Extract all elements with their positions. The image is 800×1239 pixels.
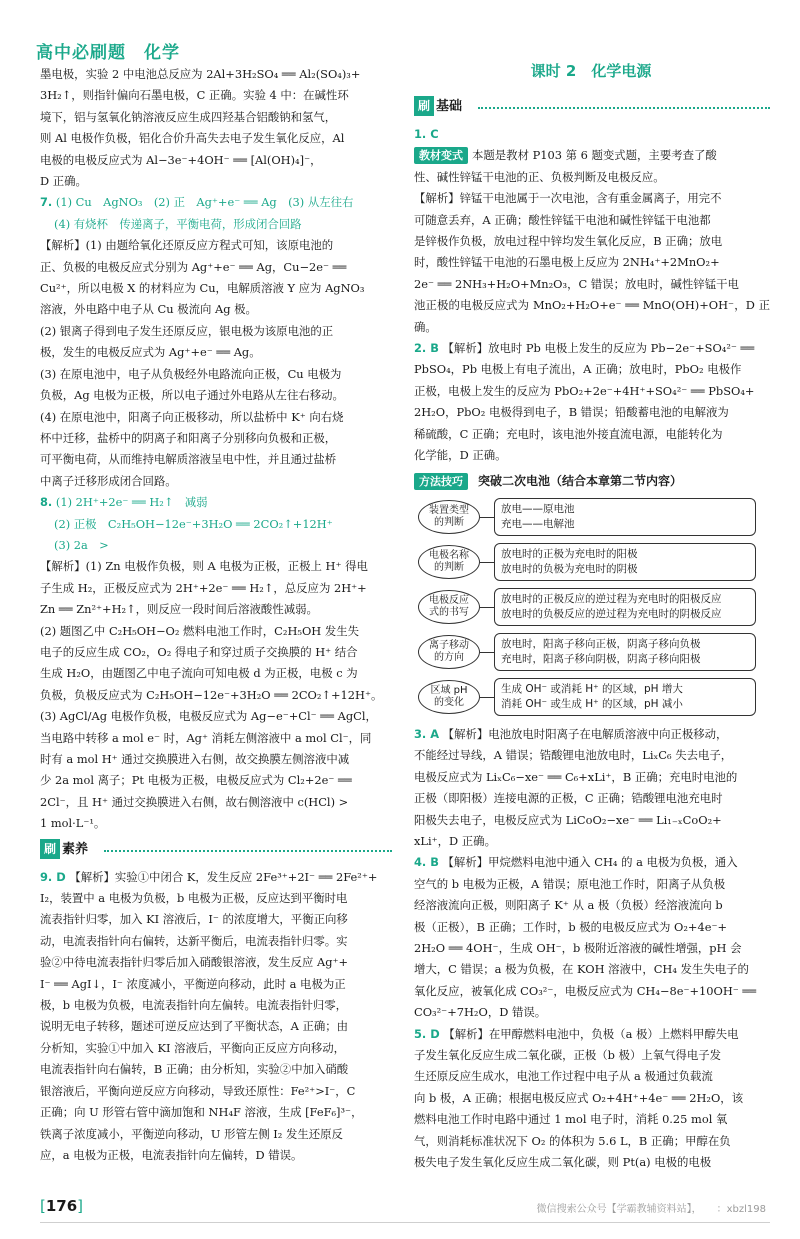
diagram-row: [418, 543, 758, 581]
diagram-connector: [480, 562, 494, 563]
diagram-connector: [480, 652, 494, 653]
text-line: 正极，电极上发生的反应为 PbO₂+2e⁻+4H⁺+SO₄²⁻ ══ PbSO₄+: [414, 383, 755, 398]
method-tips-title: 突破二次电池（结合本章第二节内容）: [478, 473, 683, 488]
text-line: 2Cl⁻，且 H⁺ 通过交换膜进入右侧，故右侧溶液中 c(HCl) >: [40, 794, 349, 809]
text-line: 池正极的电极反应式为 MnO₂+H₂O+e⁻ ══ MnO(OH)+OH⁻，D 正确。: [414, 298, 770, 334]
text-line: 经溶液流向正极，则阳离子 K⁺ 从 a 极（负极）经溶液流向 b: [414, 898, 723, 913]
dotted-divider: [478, 107, 770, 109]
q8-number: 8.: [40, 495, 53, 510]
diagram-row: [418, 678, 758, 716]
page-number: [176]: [40, 1197, 84, 1215]
text-line: 溶液，外电路中电子从 Cu 极流向 Ag 极。: [40, 302, 257, 317]
diagram-category: 装置类型 的判断: [418, 500, 480, 534]
q7-answer-line: [40, 192, 392, 213]
diagram-category: 电极名称 的判断: [418, 545, 480, 579]
text-line: 向 b 极，A 正确；根据电极反应式 O₂+4H⁺+4e⁻ ══ 2H₂O，该: [414, 1090, 744, 1105]
text-line: PbSO₄，Pb 电极上有电子流出，A 正确；放电时，PbO₂ 电极作: [414, 362, 742, 377]
diagram-category: 区域 pH 的变化: [418, 680, 480, 714]
diagram-connector: [480, 517, 494, 518]
q3-line: [414, 724, 770, 745]
text-line: 不能经过导线，A 错误；锆酸锂电池放电时，LiₓC₆ 失去电子，: [414, 748, 733, 763]
text-line: 极，发生的电极反应式为 Ag⁺+e⁻ ══ Ag。: [40, 345, 261, 360]
text-line: 负极，Ag 电极为正极，所以电子通过外电路从左往右移动。: [40, 388, 344, 403]
text-line: 电子的反应生成 CO₂，O₂ 得电子和穿过质子交换膜的 H⁺ 结合: [40, 644, 358, 659]
text-line: 气，则消耗标准状况下 O₂ 的体积为 5.6 L，B 正确；甲醇在负: [414, 1133, 731, 1148]
q4-text: 【解析】甲烷燃料电池中通入 CH₄ 的 a 电极为负极，通入: [442, 855, 738, 870]
lesson-title: 课时 2 化学电源: [530, 62, 652, 80]
text-line: 化学能，D 正确。: [414, 448, 507, 463]
text-line: CO₃²⁻+7H₂O，D 错误。: [414, 1005, 547, 1020]
text-line: 时有 a mol H⁺ 通过交换膜进入右侧，故交换膜左侧溶液中减: [40, 752, 350, 766]
text-line: 稀硫酸，C 正确；充电时，该电池外接直流电源，电能转化为: [414, 426, 723, 441]
text-line: 子发生氧化反应生成二氧化碳，正极（b 极）上氧气得电子发: [414, 1048, 722, 1062]
textbook-variant-tag: 教材变式: [414, 147, 468, 164]
q8-answer-line: [40, 492, 392, 513]
q9-line: [40, 867, 392, 888]
q2-text: 【解析】放电时 Pb 电极上发生的反应为 Pb−2e⁻+SO₄²⁻ ══: [442, 341, 755, 356]
text-line: 当电路中转移 a mol e⁻ 时，Ag⁺ 消耗左侧溶液中 a mol Cl⁻，同: [40, 730, 372, 745]
diagram-content: 生成 OH⁻ 或消耗 H⁺ 的区域，pH 增大 消耗 OH⁻ 或生成 H⁺ 的区域，pH 减小: [494, 678, 756, 716]
text-line: 【解析】(1) Zn 电极作负极，则 A 电极为正极，正极上 H⁺ 得电: [40, 559, 368, 574]
diagram-content: 放电时的正极反应的逆过程为充电时的阳极反应 放电时的负极反应的逆过程为充电时的阴极反应: [494, 588, 756, 626]
q9-number: 9. D: [40, 869, 66, 884]
q8-answer-text: (1) 2H⁺+2e⁻ ══ H₂↑ 减弱: [55, 495, 208, 510]
q3-number: 3. A: [414, 726, 440, 741]
text-line: 分析知，实验①中加入 KI 溶液后，平衡向正反应方向移动，: [40, 1040, 346, 1055]
text-line: 2H₂O，PbO₂ 电极得到电子，B 错误；铅酸蓄电池的电解液为: [414, 405, 729, 420]
text-line: 墨电极，实验 2 中电池总反应为 2Al+3H₂SO₄ ══ Al₂(SO₄)₃+: [40, 67, 361, 81]
q5-number: 5. D: [414, 1026, 440, 1041]
text-line: 杯中迁移，盐桥中的阴离子和阳离子分别移向负极和正极，: [40, 430, 337, 445]
left-column: [40, 64, 392, 1166]
footer-watermark: 微信搜索公众号【学霸教辅资料站】， ：xbzl198: [536, 1204, 766, 1215]
text-line: 流表指针归零，加入 KI 溶液后，I⁻ 的浓度增大，平衡正向移: [40, 912, 348, 927]
text-line: 应，a 电极为正极，电流表指针向左偏转，D 错误。: [40, 1147, 303, 1162]
q2-line: [414, 338, 770, 359]
book-title: 高中必刷题 化学: [36, 43, 180, 63]
diagram-category: 电极反应 式的书写: [418, 590, 480, 624]
section-badge: 刷: [40, 839, 60, 859]
section-header-suyang: [40, 839, 392, 863]
text-line: I₂，装置中 a 电极为负极，b 电极为正极，反应达到平衡时电: [40, 891, 348, 906]
section-header-jichu: [414, 96, 770, 120]
q8-answer-line: (2) 正极 C₂H₅OH−12e⁻+3H₂O ══ 2CO₂↑+12H⁺: [54, 516, 333, 531]
secondary-battery-diagram: [414, 498, 770, 720]
footer-divider: [40, 1222, 770, 1223]
text-line: 增大，C 错误；a 极为负极，在 KOH 溶液中，CH₄ 发生失电子的: [414, 962, 749, 977]
text-line: 可随意丢弃，A 正确；酸性锌锰干电池和碱性锌锰干电池都: [414, 212, 711, 227]
text-line: xLi⁺，D 正确。: [414, 833, 496, 848]
text-line: 阳极失去电子，电极反应式为 LiCoO₂−xe⁻ ══ Li₁₋ₓCoO₂+: [414, 812, 722, 827]
diagram-content: 放电时，阳离子移向正极，阴离子移向负极 充电时，阳离子移向阴极，阴离子移向阳极: [494, 633, 756, 671]
text-line: 2H₂O ══ 4OH⁻，生成 OH⁻，b 极附近溶液的碱性增强，pH 会: [414, 940, 742, 955]
q7-number: 7.: [40, 195, 53, 210]
diagram-row: [418, 498, 758, 536]
diagram-row: [418, 588, 758, 626]
dotted-divider: [104, 850, 392, 852]
text-line: 极失电子发生氧化反应生成二氧化碳，则 Pt(a) 电极的电极: [414, 1155, 712, 1170]
text-line: 可平衡电荷，从而维持电解质溶液呈电中性，并且通过盐桥: [40, 452, 337, 467]
diagram-content: 放电时的正极为充电时的阳极 放电时的负极为充电时的阴极: [494, 543, 756, 581]
text-line: (2) 银离子得到电子发生还原反应，银电极为该原电池的正: [40, 323, 334, 338]
text-line: 负极，负极反应式为 C₂H₅OH−12e⁻+3H₂O ══ 2CO₂↑+12H⁺。: [40, 687, 383, 702]
text-line: 是锌极作负极，放电过程中锌均发生氧化反应，B 正确；放电: [414, 234, 723, 249]
diagram-connector: [480, 607, 494, 608]
q8-answer-line: (3) 2a >: [54, 537, 109, 552]
diagram-category: 离子移动 的方向: [418, 635, 480, 669]
section-badge: 刷: [414, 96, 434, 116]
text-line: Zn ══ Zn²⁺+H₂↑，则反应一段时间后溶液酸性减弱。: [40, 602, 318, 617]
text-line: 正极（即阳极）连接电源的正极，C 正确；锆酸锂电池充电时: [414, 791, 723, 806]
text-line: 空气的 b 电极为正极，A 错误；原电池工作时，阳离子从负极: [414, 876, 726, 891]
section-label: 基础: [436, 99, 463, 114]
text-line: 境下，铝与氢氧化钠溶液反应生成四羟基合铝酸钠和氢气，: [40, 109, 337, 124]
text-line: (3) 在原电池中，电子从负极经外电路流向正极，Cu 电极为: [40, 366, 342, 381]
text-line: 说明无电子转移，题述可逆反应达到了平衡状态，A 正确；由: [40, 1019, 349, 1034]
diagram-content: 放电——原电池 充电——电解池: [494, 498, 756, 536]
text-line: 1 mol·L⁻¹。: [40, 816, 106, 831]
q4-line: [414, 852, 770, 873]
text-line: (2) 题图乙中 C₂H₅OH−O₂ 燃料电池工作时，C₂H₅OH 发生失: [40, 623, 360, 638]
q1-intro-line: [414, 145, 770, 166]
text-line: 性、碱性锌锰干电池的正、负极判断及电极反应。: [414, 169, 665, 184]
text-line: 生还原反应生成水，电池工作过程中电子从 a 极通过负载流: [414, 1069, 713, 1084]
text-line: 子生成 H₂，正极反应式为 2H⁺+2e⁻ ══ H₂↑，总反应为 2H⁺+: [40, 580, 367, 595]
text-line: (4) 在原电池中，阳离子向正极移动，所以盐桥中 K⁺ 向右烧: [40, 409, 344, 424]
text-line: 时，酸性锌锰干电池的石墨电极上反应为 2NH₄⁺+2MnO₂+: [414, 255, 720, 270]
text-line: 动，电流表指针向右偏转，达新平衡后，电流表指针归零。实: [40, 933, 348, 948]
q2-number: 2. B: [414, 341, 439, 356]
diagram-row: [418, 633, 758, 671]
text-line: 则 Al 电极作负极，铝化合价升高失去电子发生氧化反应，Al: [40, 131, 345, 146]
text-line: 电极的电极反应式为 Al−3e⁻+4OH⁻ ══ [Al(OH)₄]⁻，: [40, 152, 322, 167]
text-line: 少 2a mol 离子；Pt 电极为正极，电极反应式为 Cl₂+2e⁻ ══: [40, 773, 352, 788]
text-line: 中离子迁移形成闭合回路。: [40, 473, 177, 488]
method-tips-header: [414, 471, 770, 492]
text-line: 正、负极的电极反应式分别为 Ag⁺+e⁻ ══ Ag，Cu−2e⁻ ══: [40, 259, 347, 274]
method-tips-tag: 方法技巧: [414, 473, 468, 490]
q5-line: [414, 1024, 770, 1045]
text-line: 【解析】锌锰干电池属于一次电池，含有重金属离子，用完不: [414, 191, 722, 206]
diagram-connector: [480, 697, 494, 698]
right-column: [414, 92, 770, 1173]
text-line: 2e⁻ ══ 2NH₃+H₂O+Mn₂O₃，C 错误；放电时，碱性锌锰干电: [414, 276, 739, 291]
text-line: 3H₂↑，则指针偏向石墨电极，C 正确。实验 4 中：在碱性环: [40, 88, 349, 103]
q7-answer-line: (4) 有烧杯 传递离子，平衡电荷，形成闭合回路: [54, 216, 302, 231]
text-line: 生成 H₂O，由题图乙中电子流向可知电极 d 为正极，电极 c 为: [40, 666, 358, 681]
text-line: D 正确。: [40, 174, 87, 189]
text-line: I⁻ ══ AgI↓，I⁻ 浓度减小，平衡逆向移动，此时 a 电极为正: [40, 976, 346, 991]
q4-number: 4. B: [414, 855, 439, 870]
section-label: 素养: [62, 841, 89, 857]
q9-text: 【解析】实验①中闭合 K，发生反应 2Fe³⁺+2I⁻ ══ 2Fe²⁺+: [69, 869, 378, 884]
text-line: 燃料电池工作时电路中通过 1 mol 电子时，消耗 0.25 mol 氧: [414, 1112, 728, 1127]
text-line: 电极反应式为 LiₓC₆−xe⁻ ══ C₆+xLi⁺，B 正确；充电时电池的: [414, 769, 738, 784]
text-line: 【解析】(1) 由题给氧化还原反应方程式可知，该原电池的: [40, 238, 334, 253]
text-line: 银溶液后，平衡向逆反应方向移动，导致还原性：Fe²⁺>I⁻，C: [40, 1083, 356, 1098]
text-line: 极（正极），B 正确；工作时，b 极的电极反应式为 O₂+4e⁻+: [414, 919, 728, 934]
text-line: 极，b 电极为负极，电流表指针向左偏转。电流表指针归零，: [40, 998, 348, 1013]
text-line: 铁离子浓度减小，平衡逆向移动，U 形管左侧 I₂ 发生还原反: [40, 1126, 343, 1141]
text-line: 验②中待电流表指针归零后加入硝酸银溶液，发生反应 Ag⁺+: [40, 955, 349, 970]
text-line: (3) AgCl/Ag 电极作负极，电极反应式为 Ag−e⁻+Cl⁻ ══ AgCl，: [40, 709, 377, 724]
text-line: 正确；向 U 形管右管中滴加饱和 NH₄F 溶液，生成 [FeF₆]³⁻，: [40, 1105, 363, 1120]
q1-intro-text: 本题是教材 P103 第 6 题变式题，主要考查了酸: [472, 148, 717, 163]
q5-text: 【解析】在甲醇燃料电池中，负极（a 极）上燃料甲醇失电: [443, 1026, 739, 1041]
q1-number: 1. C: [414, 127, 439, 141]
q3-text: 【解析】电池放电时阳离子在电解质溶液中向正极移动，: [442, 726, 728, 741]
text-line: 电流表指针向右偏转，B 正确；由分析知，实验②中加入硝酸: [40, 1062, 349, 1077]
q7-answer-text: (1) Cu AgNO₃ (2) 正 Ag⁺+e⁻ ══ Ag (3) 从左往右: [55, 195, 354, 210]
text-line: 氧化反应，被氧化成 CO₃²⁻，电极反应式为 CH₄−8e⁻+10OH⁻ ══: [414, 983, 757, 998]
text-line: Cu²⁺，所以电极 X 的材料应为 Cu，电解质溶液 Y 应为 AgNO₃: [40, 281, 365, 296]
